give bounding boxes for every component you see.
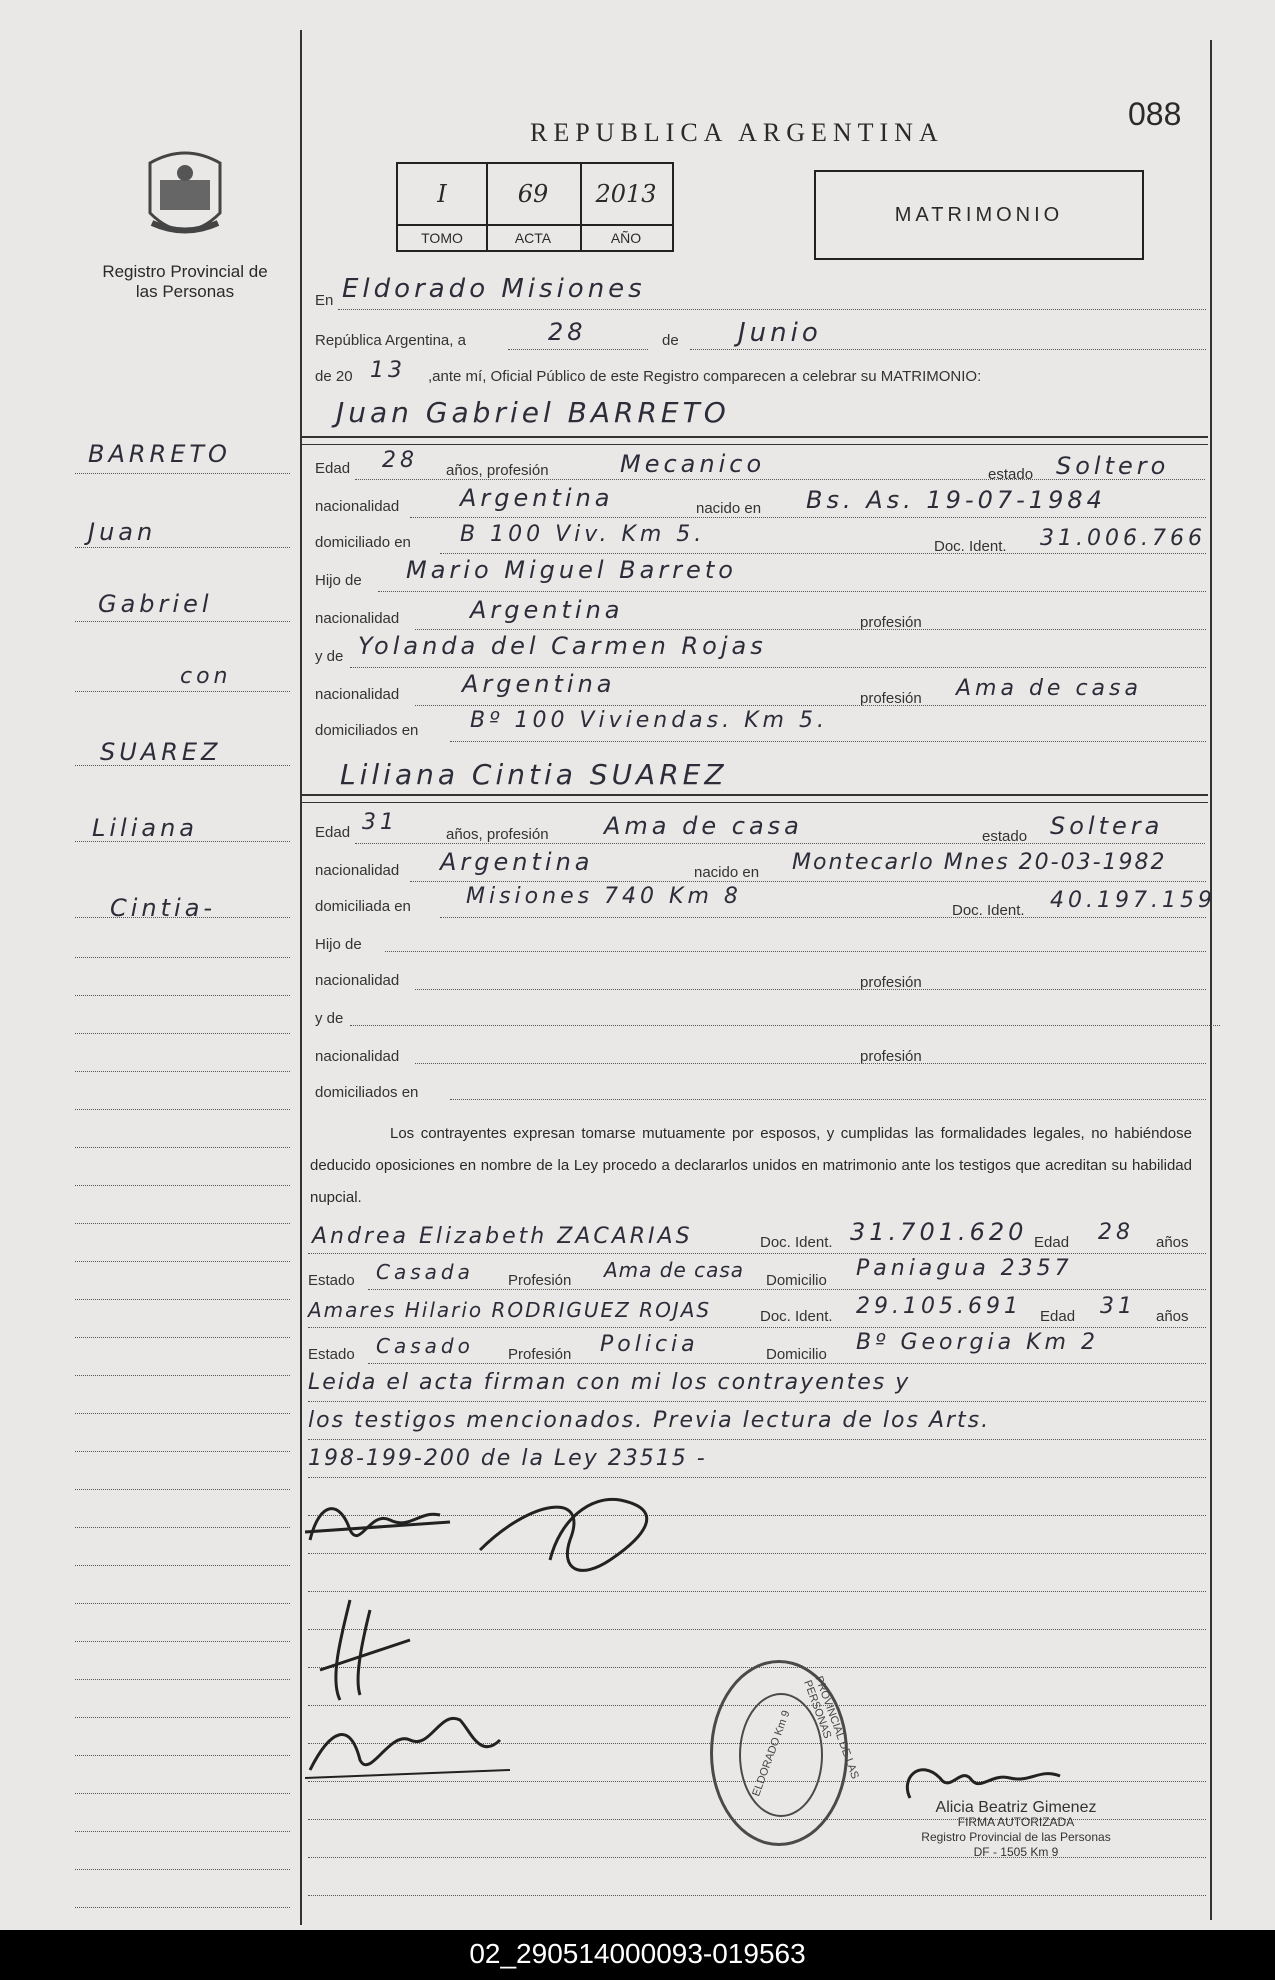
groom-madre-prof-label: profesión [860,690,922,707]
groom-hijo-label: Hijo de [315,572,362,589]
year-prefix: de 20 [315,368,353,385]
witness-2-name: Amares Hilario RODRIGUEZ ROJAS [308,1298,712,1322]
witness-2-profesion-label: Profesión [508,1346,572,1363]
groom-padres-dom-label: domiciliados en [315,722,419,739]
groom-doc-label: Doc. Ident. [934,538,1007,555]
margin-left-rule [300,30,302,1925]
margin-name: Liliana [92,814,198,842]
stamp-text: PROVINCIAL DE LAS PERSONAS [801,1674,861,1781]
official-signature-block [886,1800,1146,1860]
groom-madre-nac-label: nacionalidad [315,686,400,703]
official-name: Alicia Beatriz Gimenez [935,1799,1097,1816]
witness-1-estado: Casada [376,1260,474,1284]
ano-label: AÑO [580,224,672,250]
bride-anos-profesion-label: años, profesión [446,826,549,843]
de-label: de [662,332,679,349]
groom-madre: Yolanda del Carmen Rojas [358,632,767,660]
day-value: 28 [548,318,587,346]
margin-name: Gabriel [98,590,213,618]
groom-nacido-label: nacido en [696,500,762,517]
witness-2-estado: Casado [376,1334,474,1358]
official-title: FIRMA AUTORIZADA [957,1815,1075,1829]
closing-line: los testigos mencionados. Previa lectura de los Arts. [308,1408,991,1433]
witness-1-estado-label: Estado [308,1272,355,1289]
stamp-city: ELDORADO Km 9 [750,1708,793,1799]
bride-nacido: Montecarlo Mnes 20-03-1982 [792,850,1167,875]
provincial-seal [140,148,230,248]
witness-1-edad-label: Edad [1034,1234,1070,1251]
bride-doc: 40.197.159 [1050,888,1216,913]
bride-edad: 31 [362,810,398,835]
witness-1-doc: 31.701.620 [850,1218,1028,1246]
republica-label: República Argentina, a [315,332,466,349]
witness-1-domicilio-label: Domicilio [766,1272,827,1289]
groom-domicilio: B 100 Viv. Km 5. [460,522,706,547]
page-number: 088 [1128,96,1182,132]
groom-madre-prof: Ama de casa [956,676,1142,701]
bride-name: Liliana Cintia SUAREZ [340,758,728,791]
witness-1-profesion-label: Profesión [508,1272,572,1289]
official-stamp [710,1660,861,1846]
witness-2-estado-label: Estado [308,1346,355,1363]
witness-1-doc-label: Doc. Ident. [760,1234,833,1251]
witness-2-profesion: Policia [600,1332,699,1357]
groom-estado: Soltero [1056,452,1170,480]
signature-groom [300,1490,460,1560]
intro-rest: ,ante mí, Oficial Público de este Registro comparecen a celebrar su MATRIMONIO: [428,368,982,385]
month-value: Junio [738,318,822,348]
margin-name: SUAREZ [100,738,222,766]
groom-nacido: Bs. As. 19-07-1984 [806,486,1106,514]
bride-nacionalidad: Argentina [440,848,594,876]
bride-nacionalidad-label: nacionalidad [315,862,400,879]
signature-witness-2 [300,1700,520,1790]
groom-doc: 31.006.766 [1040,526,1206,551]
witness-2-doc-label: Doc. Ident. [760,1308,833,1325]
witness-2-domicilio: Bº Georgia Km 2 [856,1330,1099,1355]
acta-label: ACTA [486,224,582,250]
bride-doc-label: Doc. Ident. [952,902,1025,919]
witness-1-profesion: Ama de casa [604,1258,745,1282]
bride-padre-nac-label: nacionalidad [315,972,400,989]
groom-padre-prof-label: profesión [860,614,922,631]
groom-edad: 28 [382,448,418,473]
witness-2-anos-label: años [1156,1308,1189,1325]
signature-witness-1 [310,1590,420,1710]
barcode-text: 02_290514000093-019563 [469,1938,806,1969]
en-label: En [315,292,334,309]
tomo-label: TOMO [398,224,488,250]
groom-padre-nac: Argentina [470,596,624,624]
official-office: Registro Provincial de las Personas [921,1830,1111,1844]
witness-1-name: Andrea Elizabeth ZACARIAS [312,1224,693,1249]
tomo-value: I [437,180,447,208]
bride-estado-label: estado [982,828,1028,845]
official-office-code: DF - 1505 Km 9 [973,1845,1059,1859]
groom-name: Juan Gabriel BARRETO [336,396,730,429]
bride-hijo-label: Hijo de [315,936,362,953]
closing-line: Leida el acta firman con mi los contrayentes y [308,1370,911,1395]
closing-line: 198-199-200 de la Ley 23515 - [308,1446,707,1471]
witness-1-domicilio: Paniagua 2357 [856,1256,1073,1281]
witness-2-edad: 31 [1100,1294,1136,1319]
groom-padre: Mario Miguel Barreto [406,556,737,584]
groom-anos-profesion-label: años, profesión [446,462,549,479]
groom-nacionalidad-label: nacionalidad [315,498,400,515]
margin-name: Juan [88,518,157,546]
groom-estado-label: estado [988,466,1034,483]
groom-yde-label: y de [315,648,344,665]
bride-domicilio: Misiones 740 Km 8 [466,884,742,909]
acta-value: 69 [517,180,549,208]
groom-padre-nac-label: nacionalidad [315,610,400,627]
margin-name: Cintia- [110,894,217,922]
bride-domiciliada-label: domiciliada en [315,898,411,915]
groom-edad-label: Edad [315,460,351,477]
groom-profesion: Mecanico [620,450,766,478]
witness-1-anos-label: años [1156,1234,1189,1251]
bride-profesion: Ama de casa [604,812,803,840]
groom-padres-dom: Bº 100 Viviendas. Km 5. [470,708,828,733]
bride-padres-dom-label: domiciliados en [315,1084,419,1101]
groom-domiciliado-label: domiciliado en [315,534,411,551]
declaration-text: Los contrayentes expresan tomarse mutuamente por esposos, y cumplidas las formalidades legales, no habiéndose deducido oposiciones en nombre de la Ley procedo a declararlos unidos en matrimonio ante los testigos que acreditan su habilidad nupcial. [310,1125,1192,1206]
bride-yde-label: y de [315,1010,344,1027]
margin-right-rule [1210,40,1212,1920]
ano-value: 2013 [595,180,657,208]
witness-1-edad: 28 [1098,1220,1134,1245]
witness-2-edad-label: Edad [1040,1308,1076,1325]
bride-madre-prof-label: profesión [860,1048,922,1065]
groom-madre-nac: Argentina [462,670,616,698]
witness-2-doc: 29.105.691 [856,1294,1022,1319]
bride-edad-label: Edad [315,824,351,841]
bride-padre-prof-label: profesión [860,974,922,991]
office-name: Registro Provincial de las Personas [102,262,268,301]
signature-bride [470,1480,680,1590]
country-title: REPUBLICA ARGENTINA [530,118,944,147]
bride-madre-nac-label: nacionalidad [315,1048,400,1065]
groom-nacionalidad: Argentina [460,484,614,512]
record-box [396,162,674,252]
place-value: Eldorado Misiones [342,274,646,304]
witness-2-domicilio-label: Domicilio [766,1346,827,1363]
margin-name: BARRETO [88,440,231,468]
bride-estado: Soltera [1050,812,1164,840]
bride-nacido-label: nacido en [694,864,760,881]
margin-name: con [180,664,232,689]
record-type: MATRIMONIO [814,170,1144,260]
year-suffix: 13 [370,358,406,383]
